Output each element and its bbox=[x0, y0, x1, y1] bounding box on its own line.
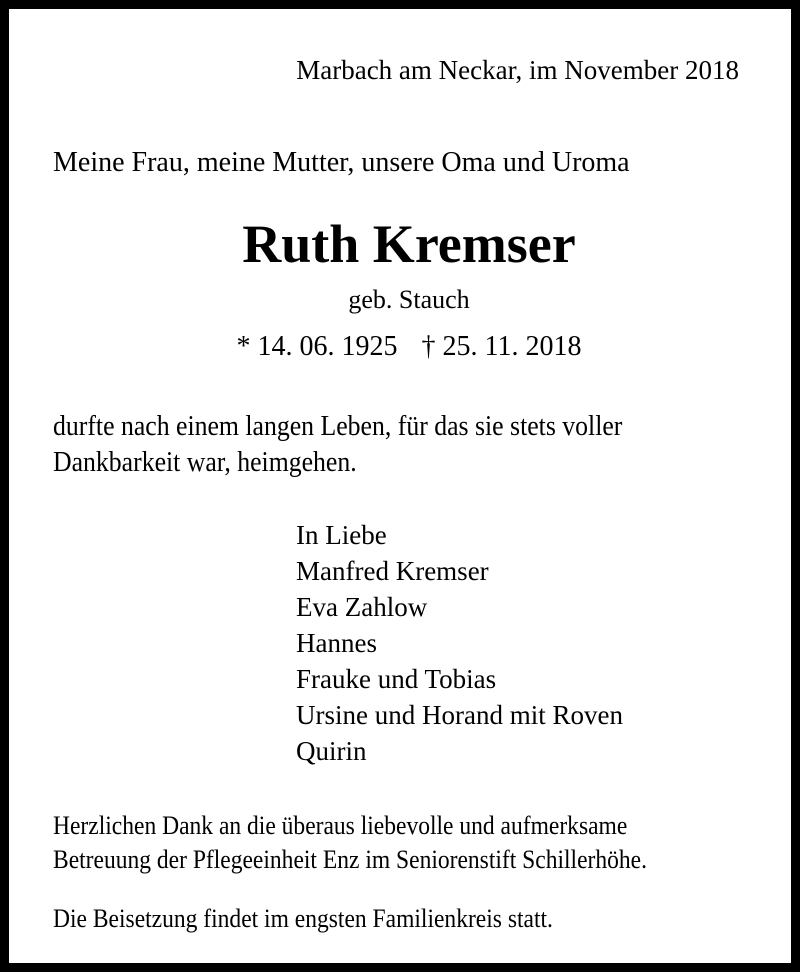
place-and-date: Marbach am Neckar, im November 2018 bbox=[296, 55, 739, 85]
family-member: Quirin bbox=[296, 736, 367, 766]
thanks-paragraph bbox=[53, 809, 647, 877]
death-date: 25. 11. 2018 bbox=[442, 331, 582, 362]
family-closing: In Liebe bbox=[296, 520, 387, 550]
body-line: Dankbarkeit war, heimgehen. bbox=[53, 447, 357, 478]
birth-star-icon: * bbox=[236, 331, 251, 362]
death-cross-icon: † bbox=[421, 331, 436, 362]
thanks-line: Betreuung der Pflegeeinheit Enz im Seniorenstift Schillerhöhe. bbox=[53, 845, 647, 874]
deceased-name: Ruth Kremser bbox=[242, 214, 576, 274]
body-paragraph bbox=[53, 409, 622, 481]
family-member: Ursine und Horand mit Roven bbox=[296, 700, 623, 730]
birth-date: 14. 06. 1925 bbox=[257, 331, 398, 362]
family-signature-list bbox=[296, 517, 623, 769]
body-line: durfte nach einem langen Leben, für das sie stets voller bbox=[53, 411, 623, 442]
maiden-name: geb. Stauch bbox=[348, 285, 470, 314]
thanks-line: Herzlichen Dank an die überaus liebevolle und aufmerksame bbox=[53, 811, 628, 840]
family-member: Eva Zahlow bbox=[296, 592, 428, 622]
burial-note: Die Beisetzung findet im engsten Familienkreis statt. bbox=[53, 904, 553, 933]
family-member: Frauke und Tobias bbox=[296, 664, 497, 694]
family-member: Hannes bbox=[296, 628, 377, 658]
family-member: Manfred Kremser bbox=[296, 556, 489, 586]
intro-line: Meine Frau, meine Mutter, unsere Oma und Uroma bbox=[53, 147, 630, 178]
life-dates bbox=[9, 333, 800, 361]
